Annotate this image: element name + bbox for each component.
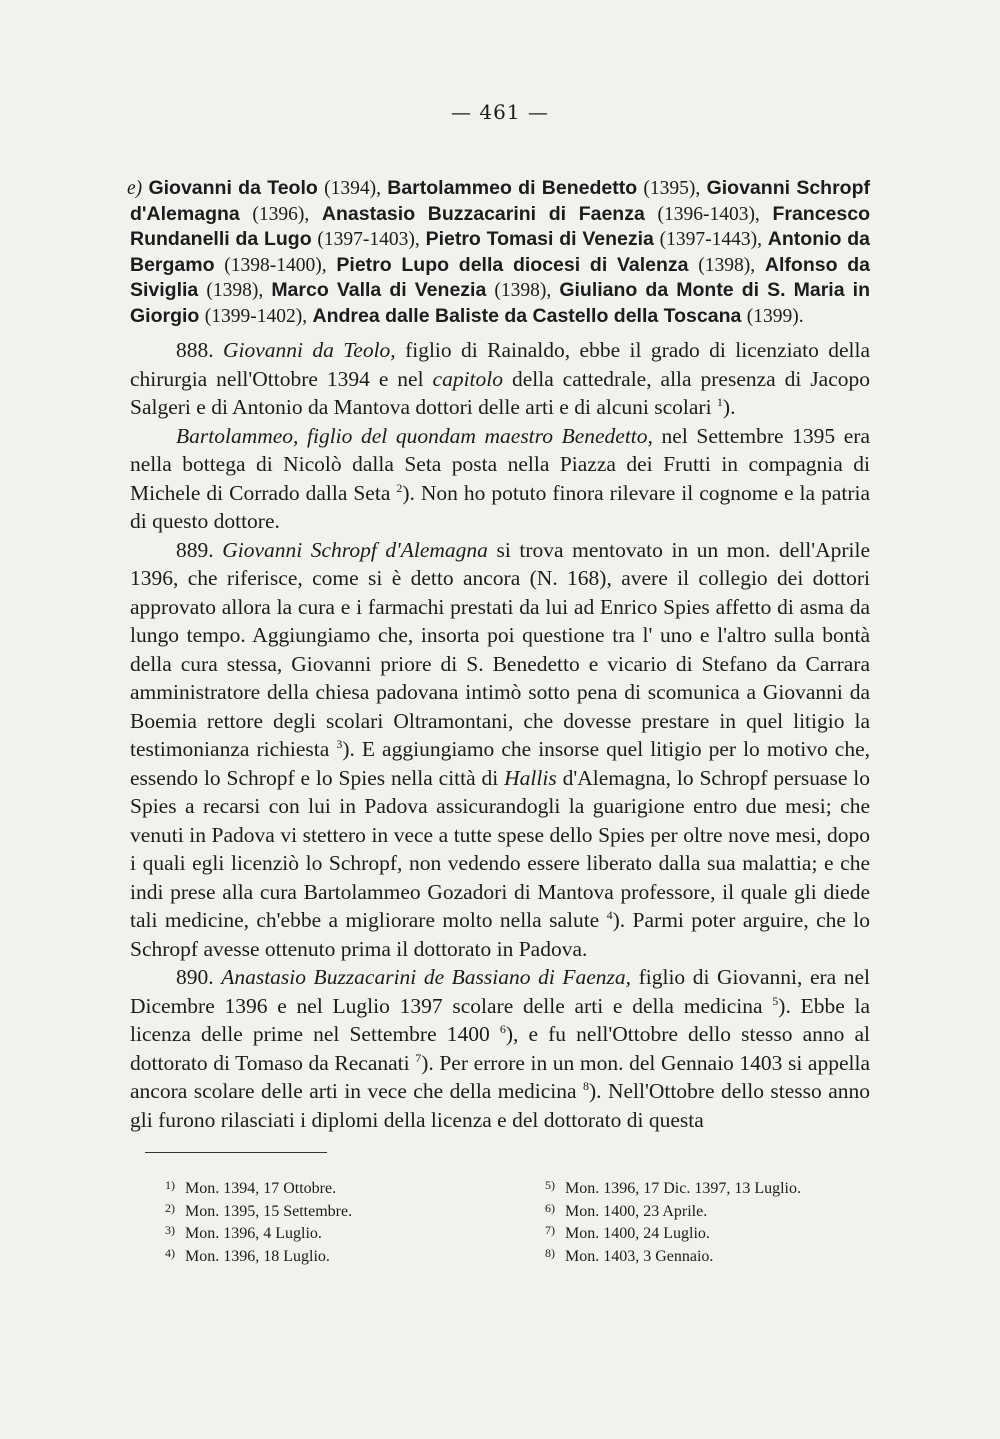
- heading-name: Francesco Rundanelli da Lugo: [130, 202, 871, 250]
- person-name: Anastasio Buzzacarini de Bassiano di Faenza,: [221, 965, 632, 989]
- footnote-text: Mon. 1400, 24 Luglio.: [565, 1225, 710, 1242]
- footnote-ref: 7: [415, 1050, 422, 1065]
- footnote-ref: 2: [396, 480, 403, 495]
- heading-date: (1394),: [324, 178, 381, 199]
- footnote-ref: 5: [772, 993, 779, 1008]
- paragraph-text: si trova mentovato in un mon. dell'Aprile 1396, che riferisce, come si è detto ancora (N. 168), avere il collegio dei dottori approvato allora la cura e i farmachi prestati da lui ad Enrico Spies affetto di asma da lungo tempo. Aggiungiamo che, insorta poi questione tra l' uno e l'altro sulla bontà della cura stessa, Giovanni priore di S. Benedetto e vicario di Stefano da Carrara amministratore della chiesa padovana intimò sotto pena di scomunica a Giovanni da Boemia rettore degli scolari Oltramontani, che dovesse prestare in quel litigio la testimonianza richiesta: [130, 537, 870, 761]
- footnote: [165, 1221, 352, 1244]
- paragraph-text: ), e fu nell'Ottobre dello stesso anno al dottorato di Tomaso da Recanati: [130, 1022, 871, 1075]
- footnote: [545, 1244, 801, 1267]
- page-number: — 461 —: [451, 100, 549, 124]
- paragraph-text: nel Settembre 1395 era nella bottega di Nicolò dalla Seta posta nella Piazza dei Frutti in compagnia di Michele di Corrado dalla Seta: [130, 423, 871, 505]
- heading-date: (1398-1400),: [224, 254, 327, 276]
- footnote-number: 1): [165, 1178, 175, 1192]
- paragraph-text: ). E aggiungiamo che insorse quel litigio per lo motivo che, essendo lo Schropf e lo Spies nella città di: [130, 737, 871, 790]
- footnote-ref: 1: [716, 394, 723, 409]
- heading-name: Alfonso da Siviglia: [130, 253, 870, 301]
- footnote: [165, 1199, 352, 1222]
- paragraph-text: ).: [722, 395, 736, 419]
- paragraph-890: [130, 963, 870, 1134]
- heading-date: (1396-1403),: [657, 203, 760, 225]
- heading-date: (1397-1443),: [659, 229, 763, 250]
- heading-date: (1397-1403),: [317, 229, 420, 250]
- paragraph-text: della cattedrale, alla presenza di Jacopo Salgeri e di Antonio da Mantova dottori delle arti e di alcuni scolari: [130, 366, 871, 419]
- footnote-text: Mon. 1396, 17 Dic. 1397, 13 Luglio.: [565, 1180, 801, 1197]
- person-name: Bartolammeo, figlio del quondam maestro Benedetto,: [176, 423, 653, 448]
- paragraph-number: 890.: [176, 965, 214, 989]
- paragraph-text: figlio di Rainaldo, ebbe il grado di licenziato della chirurgia nell'Ottobre 1394 e nel: [130, 338, 871, 391]
- heading-name: Anastasio Buzzacarini di Faenza: [321, 202, 645, 225]
- footnote-text: Mon. 1395, 15 Settembre.: [185, 1202, 353, 1220]
- heading-name: Pietro Tomasi di Venezia: [425, 228, 654, 250]
- heading-date: (1399).: [746, 305, 804, 327]
- footnote-number: 5): [545, 1178, 555, 1192]
- footnote-number: 8): [545, 1245, 555, 1260]
- italic-place: Hallis: [504, 765, 557, 790]
- footnote-ref: 4: [606, 907, 613, 922]
- footnote-number: 2): [165, 1200, 175, 1215]
- body-text: [130, 336, 870, 1134]
- footnote-ref: 3: [336, 736, 343, 751]
- heading-name: Bartolammeo di Benedetto: [387, 177, 638, 199]
- heading-name: Giovanni Schropf d'Alemagna: [130, 177, 870, 225]
- paragraph-889: [130, 536, 870, 964]
- heading-name: Pietro Lupo della diocesi di Valenza: [336, 253, 689, 276]
- heading-name: Antonio da Bergamo: [130, 228, 870, 276]
- heading-date: (1398),: [206, 280, 264, 301]
- heading-date: (1399-1402),: [204, 305, 308, 327]
- paragraph-text: ). Ebbe la licenza delle prime nel Settembre 1400: [130, 993, 870, 1046]
- section-label: e): [127, 178, 143, 199]
- heading-name: Marco Valla di Venezia: [271, 279, 487, 301]
- footnotes-left: [165, 1176, 352, 1266]
- footnote-text: Mon. 1394, 17 Ottobre.: [185, 1180, 337, 1197]
- paragraph-text: d'Alemagna, lo Schropf persuase lo Spies a recarsi con lui in Padova assicurandogli la guarigione entro due mesi; che venuti in Padova vi stettero in vece a tutte spese dello Spies per oltre nove mesi, dopo i quali egli licenziò lo Schropf, non vedendo essere liberato dalla sua malattia; e che indi prese alla cura Bartolammeo Gozadori di Mantova professore, il quale gli diede tali medicine, ch'ebbe a migliorare molto nella salute: [130, 765, 871, 932]
- footnote-number: 6): [545, 1200, 555, 1215]
- paragraph-text: ). Parmi poter arguire, che lo Schropf avesse ottenuto prima il dottorato in Padova.: [130, 908, 871, 961]
- paragraph-text: ). Nell'Ottobre dello stesso anno gli furono rilasciati i diplomi della licenza e del dottorato di questa: [130, 1079, 870, 1132]
- heading-date: (1398),: [698, 254, 756, 276]
- footnotes-right: [545, 1176, 801, 1266]
- paragraph-number: 888.: [176, 338, 214, 362]
- footnote: [545, 1199, 801, 1222]
- footnote-number: 4): [165, 1245, 175, 1260]
- person-name: Giovanni Schropf d'Alemagna: [222, 537, 488, 562]
- paragraph-bartolammeo: [130, 422, 870, 536]
- footnote-text: Mon. 1400, 23 Aprile.: [565, 1202, 708, 1220]
- paragraph-number: 889.: [176, 537, 214, 562]
- heading-name: Giovanni da Teolo: [148, 177, 318, 199]
- footnote-text: Mon. 1396, 18 Luglio.: [185, 1247, 330, 1265]
- footnote: [165, 1176, 352, 1199]
- person-name: Giovanni da Teolo,: [223, 338, 396, 362]
- paragraph-888: [130, 336, 870, 422]
- footnote-text: Mon. 1396, 4 Luglio.: [185, 1225, 322, 1242]
- footnote: [165, 1244, 352, 1267]
- footnote-ref: 6: [499, 1021, 506, 1036]
- paragraph-text: figlio di Giovanni, era nel Dicembre 1396 e nel Luglio 1397 scolare delle arti e della medicina: [130, 965, 871, 1018]
- footnote: [545, 1176, 801, 1199]
- heading-date: (1395),: [643, 178, 701, 199]
- paragraph-text: ). Per errore in un mon. del Gennaio 1403 si appella ancora scolare delle arti in vece che della medicina: [130, 1050, 870, 1103]
- footnote-number: 3): [165, 1223, 175, 1237]
- footnote-divider: [145, 1152, 327, 1153]
- heading-name: Giuliano da Monte di S. Maria in Giorgio: [130, 279, 870, 327]
- footnote-number: 7): [545, 1223, 555, 1237]
- footnote: [545, 1221, 801, 1244]
- italic-term: capitolo: [432, 366, 503, 391]
- footnote-text: Mon. 1403, 3 Gennaio.: [565, 1247, 714, 1265]
- paragraph-text: ). Non ho potuto finora rilevare il cognome e la patria di questo dottore.: [130, 480, 871, 533]
- heading-name: Andrea dalle Baliste da Castello della Toscana: [312, 304, 742, 327]
- heading-date: (1398),: [494, 280, 552, 301]
- section-heading: [127, 176, 871, 329]
- footnote-ref: 8: [583, 1078, 590, 1093]
- heading-date: (1396),: [252, 203, 310, 225]
